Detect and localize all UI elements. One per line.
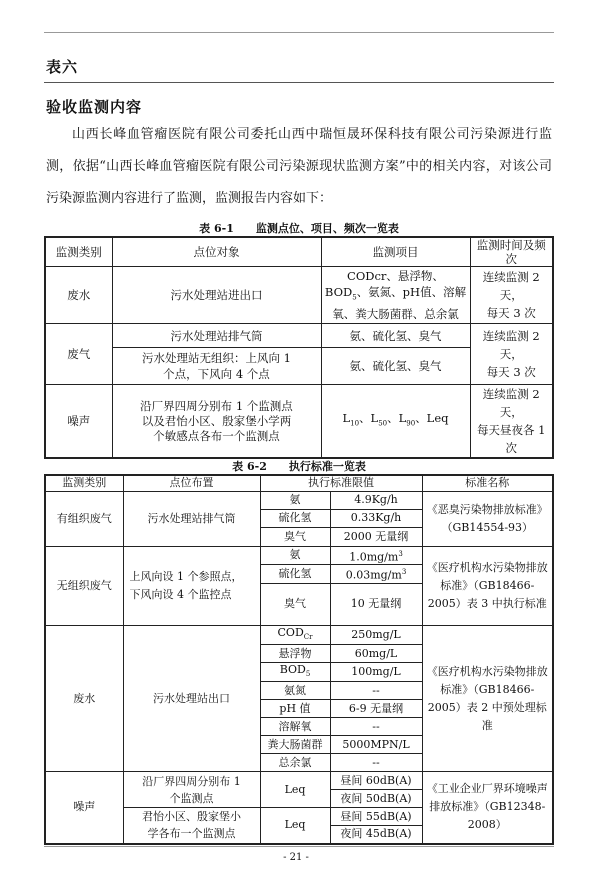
t1-gas-items-fugitive: 氨、硫化氢、臭气 bbox=[321, 348, 470, 385]
t2-noise-night-boundary: 夜间 50dB(A) bbox=[330, 790, 422, 808]
t2-water-limit: -- bbox=[330, 754, 422, 772]
t2-water-limit: 5000MPN/L bbox=[330, 736, 422, 754]
t2-unorg-limit: 10 无量纲 bbox=[330, 583, 422, 625]
t2-org-standard: 《恶臭污染物排放标准》（GB14554-93） bbox=[422, 491, 553, 546]
t1-wastewater-frequency: 连续监测 2 天， 每天 3 次 bbox=[470, 267, 553, 324]
header-rule bbox=[44, 32, 554, 33]
t2-water-limit: 60mg/L bbox=[330, 645, 422, 663]
t2-org-item: 氨 bbox=[260, 491, 330, 509]
t2-unorg-item: 硫化氢 bbox=[260, 565, 330, 584]
t2-header-standard: 标准名称 bbox=[422, 475, 553, 491]
t2-water-limit: -- bbox=[330, 682, 422, 700]
t2-unorg-point: 上风向设 1 个参照点， 下风向设 4 个监控点 bbox=[123, 546, 260, 625]
t2-water-limit: -- bbox=[330, 718, 422, 736]
t2-water-limit: 6-9 无量纲 bbox=[330, 700, 422, 718]
t2-water-point: 污水处理站出口 bbox=[123, 625, 260, 771]
page-number: - 21 - bbox=[283, 852, 309, 863]
t2-unorg-limit: $0.03mg/m^3$ bbox=[330, 565, 422, 584]
t2-org-category: 有组织废气 bbox=[45, 491, 123, 546]
t2-org-limit: 0.33Kg/h bbox=[330, 509, 422, 527]
t1-header-category: 监测类别 bbox=[45, 237, 112, 267]
t2-unorg-standard: 《医疗机构水污染物排放标准》（GB18466-2005）表 3 中执行标准 bbox=[422, 546, 553, 625]
t2-noise-day-sensitive: 昼间 55dB(A) bbox=[330, 808, 422, 826]
t1-gas-items-stack: 氨、硫化氢、臭气 bbox=[321, 324, 470, 348]
t1-gas-category: 废气 bbox=[45, 324, 112, 385]
t2-water-item: 悬浮物 bbox=[260, 645, 330, 663]
t2-unorg-item: 氨 bbox=[260, 546, 330, 565]
t1-noise-frequency: 连续监测 2 天， 每天昼夜各 1 次 bbox=[470, 385, 553, 459]
t1-gas-point-fugitive: 污水处理站无组织：上风向 1 个点，下风向 4 个点 bbox=[112, 348, 321, 385]
t2-water-item: 粪大肠菌群 bbox=[260, 736, 330, 754]
t2-org-item: 臭气 bbox=[260, 527, 330, 546]
t2-water-limit: 250mg/L bbox=[330, 625, 422, 644]
t1-noise-category: 噪声 bbox=[45, 385, 112, 459]
content-heading: 验收监测内容 bbox=[46, 98, 143, 116]
t2-noise-item-sensitive: Leq bbox=[260, 808, 330, 844]
t2-water-item: $COD_{Cr}$ bbox=[260, 625, 330, 644]
t2-org-item: 硫化氢 bbox=[260, 509, 330, 527]
t2-water-item: 氨氮 bbox=[260, 682, 330, 700]
t2-noise-point-boundary: 沿厂界四周分别布 1 个监测点 bbox=[123, 772, 260, 808]
table2-caption: 表 6-2 执行标准一览表 bbox=[232, 460, 366, 473]
t1-noise-point: 沿厂界四周分别布 1 个监测点 以及君怡小区、殷家堡小学两 个敏感点各布一个监测点 bbox=[112, 385, 321, 459]
t2-org-point: 污水处理站排气筒 bbox=[123, 491, 260, 546]
t1-noise-items: $L_{10}$、$L_{50}$、$L_{90}$、Leq bbox=[321, 385, 470, 459]
intro-paragraph: 山西长峰血管瘤医院有限公司委托山西中瑞恒晟环保科技有限公司污染源进行监测，依据“山西长峰血管瘤医院有限公司污染源现状监测方案”中的相关内容，对该公司污染源监测内容进行了监测，监测报告内容如下： bbox=[46, 127, 552, 206]
t1-header-point: 点位对象 bbox=[112, 237, 321, 267]
t1-wastewater-items: CODcr、悬浮物、 $BOD_5$、氨氮、pH值、溶解 氧、粪大肠菌群、总余氯 bbox=[321, 267, 470, 324]
t2-header-category: 监测类别 bbox=[45, 475, 123, 491]
t1-gas-frequency: 连续监测 2 天， 每天 3 次 bbox=[470, 324, 553, 385]
t1-header-items: 监测项目 bbox=[321, 237, 470, 267]
t2-water-limit: 100mg/L bbox=[330, 663, 422, 682]
t1-wastewater-point: 污水处理站进出口 bbox=[112, 267, 321, 324]
t2-water-item: 溶解氧 bbox=[260, 718, 330, 736]
t2-noise-point-sensitive: 君怡小区、殷家堡小 学各布一个监测点 bbox=[123, 808, 260, 844]
table1-caption: 表 6-1 监测点位、项目、频次一览表 bbox=[199, 222, 399, 235]
t2-header-limits: 执行标准限值 bbox=[260, 475, 422, 491]
t1-wastewater-category: 废水 bbox=[45, 267, 112, 324]
section-title: 表六 bbox=[46, 58, 79, 76]
t2-header-point: 点位布置 bbox=[123, 475, 260, 491]
monitoring-plan-table bbox=[44, 236, 554, 459]
section-rule bbox=[44, 82, 554, 83]
t2-org-limit: 4.9Kg/h bbox=[330, 491, 422, 509]
t2-noise-item-boundary: Leq bbox=[260, 772, 330, 808]
t2-water-standard: 《医疗机构水污染物排放标准》（GB18466-2005）表 2 中预处理标准 bbox=[422, 625, 553, 771]
t2-water-item: 总余氯 bbox=[260, 754, 330, 772]
t2-unorg-item: 臭气 bbox=[260, 583, 330, 625]
t2-noise-day-boundary: 昼间 60dB(A) bbox=[330, 772, 422, 790]
t2-unorg-limit: $1.0mg/m^3$ bbox=[330, 546, 422, 565]
standards-table bbox=[44, 474, 554, 845]
t2-unorg-category: 无组织废气 bbox=[45, 546, 123, 625]
t2-noise-night-sensitive: 夜间 45dB(A) bbox=[330, 826, 422, 844]
t2-water-item: $BOD_5$ bbox=[260, 663, 330, 682]
t1-header-frequency: 监测时间及频次 bbox=[470, 237, 553, 267]
t2-org-limit: 2000 无量纲 bbox=[330, 527, 422, 546]
t2-noise-category: 噪声 bbox=[45, 772, 123, 844]
footer-rule bbox=[44, 846, 554, 847]
t2-water-category: 废水 bbox=[45, 625, 123, 771]
t2-noise-standard: 《工业企业厂界环境噪声排放标准》（GB12348-2008） bbox=[422, 772, 553, 844]
t2-water-item: pH 值 bbox=[260, 700, 330, 718]
t1-gas-point-stack: 污水处理站排气筒 bbox=[112, 324, 321, 348]
